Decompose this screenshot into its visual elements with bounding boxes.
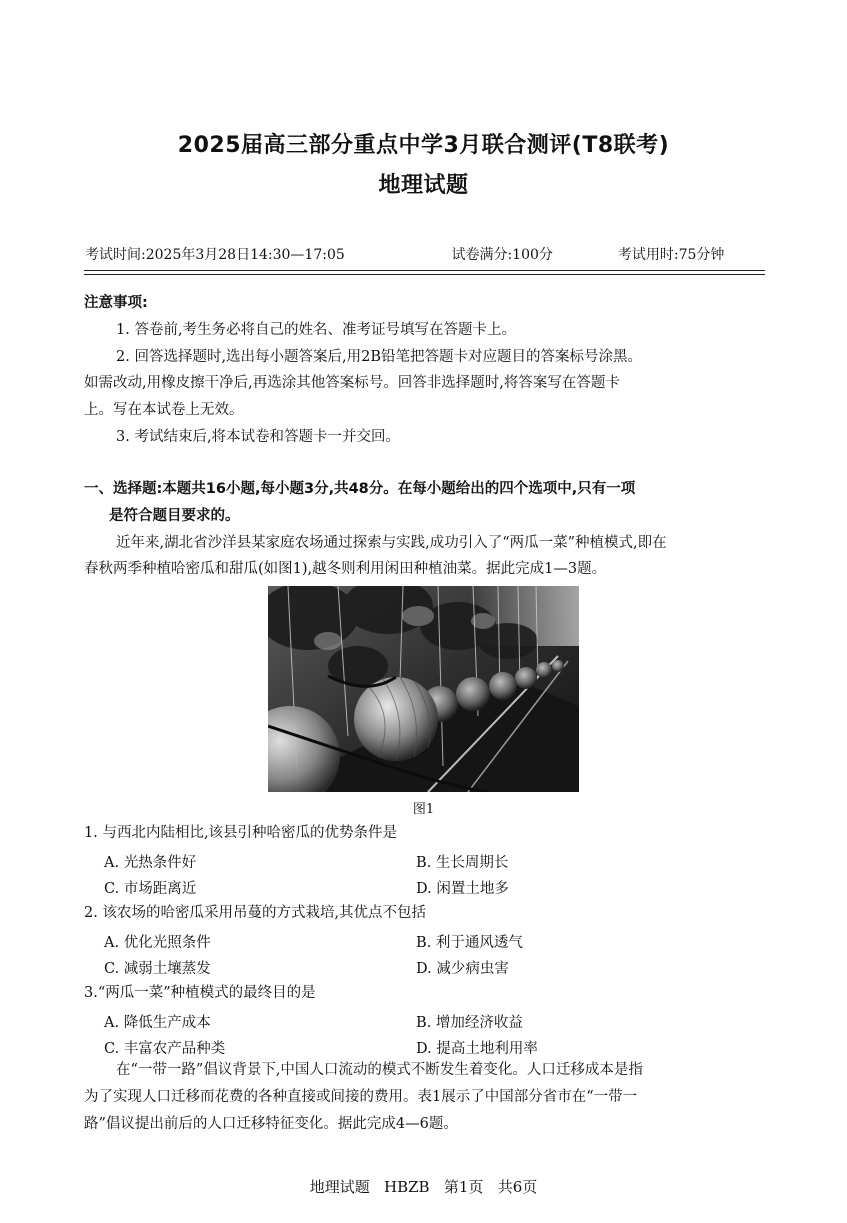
exam-meta bbox=[85, 244, 765, 264]
note-line: 如需改动,用橡皮擦干净后,再选涂其他答案标号。回答非选择题时,将答案写在答题卡 bbox=[84, 375, 620, 391]
option-d: D. 提高土地利用率 bbox=[416, 1041, 538, 1057]
option-c: C. 市场距离近 bbox=[104, 881, 197, 897]
passage-line: 为了实现人口迁移而花费的各种直接或间接的费用。表1展示了中国部分省市在“一带一 bbox=[84, 1089, 638, 1105]
passage-line: 近年来,湖北省沙洋县某家庭农场通过探索与实践,成功引入了“两瓜一菜”种植模式,即在 bbox=[116, 535, 667, 551]
question-stem: 3.“两瓜一菜”种植模式的最终目的是 bbox=[84, 985, 316, 1001]
option-a: A. 光热条件好 bbox=[104, 855, 197, 871]
full-score: 试卷满分:100分 bbox=[451, 247, 553, 263]
exam-subject: 地理试题 bbox=[378, 173, 469, 198]
passage-line: 路”倡议提出前后的人口迁移特征变化。据此完成4—6题。 bbox=[84, 1116, 458, 1132]
note-line: 2. 回答选择题时,选出每小题答案后,用2B铅笔把答题卡对应题目的答案标号涂黑。 bbox=[116, 349, 643, 365]
option-b: B. 生长周期长 bbox=[416, 855, 509, 871]
note-line: 上。写在本试卷上无效。 bbox=[84, 402, 244, 418]
passage-line: 在“一带一路”倡议背景下,中国人口流动的模式不断发生着变化。人口迁移成本是指 bbox=[116, 1062, 643, 1078]
option-d: D. 减少病虫害 bbox=[416, 961, 509, 977]
notes-heading: 注意事项: bbox=[84, 295, 148, 311]
option-a: A. 优化光照条件 bbox=[104, 935, 211, 951]
question-stem: 2. 该农场的哈密瓜采用吊蔓的方式栽培,其优点不包括 bbox=[84, 905, 427, 921]
divider-top bbox=[84, 270, 765, 271]
question-stem: 1. 与西北内陆相比,该县引种哈密瓜的优势条件是 bbox=[84, 825, 398, 841]
exam-title: 2025届高三部分重点中学3月联合测评(T8联考) bbox=[177, 133, 670, 158]
passage-line: 春秋两季种植哈密瓜和甜瓜(如图1),越冬则利用闲田种植油菜。据此完成1—3题。 bbox=[84, 561, 607, 577]
section-heading-cont: 是符合题目要求的。 bbox=[109, 508, 240, 524]
note-line: 1. 答卷前,考生务必将自己的姓名、准考证号填写在答题卡上。 bbox=[116, 322, 517, 338]
section-heading: 一、选择题:本题共16小题,每小题3分,共48分。在每小题给出的四个选项中,只有一项 bbox=[84, 481, 636, 497]
note-line: 3. 考试结束后,将本试卷和答题卡一并交回。 bbox=[116, 429, 401, 445]
divider-bottom bbox=[84, 274, 765, 275]
exam-duration: 考试用时:75分钟 bbox=[617, 247, 725, 263]
exam-time: 考试时间:2025年3月28日14:30—17:05 bbox=[85, 247, 345, 263]
option-c: C. 丰富农产品种类 bbox=[104, 1041, 226, 1057]
page-footer: 地理试题 HBZB 第1页 共6页 bbox=[309, 1178, 538, 1196]
melon-photo bbox=[268, 586, 579, 792]
option-a: A. 降低生产成本 bbox=[104, 1015, 211, 1031]
option-c: C. 减弱土壤蒸发 bbox=[104, 961, 211, 977]
option-b: B. 利于通风透气 bbox=[416, 935, 523, 951]
figure-caption: 图1 bbox=[412, 802, 435, 817]
option-d: D. 闲置土地多 bbox=[416, 881, 509, 897]
option-b: B. 增加经济收益 bbox=[416, 1015, 523, 1031]
